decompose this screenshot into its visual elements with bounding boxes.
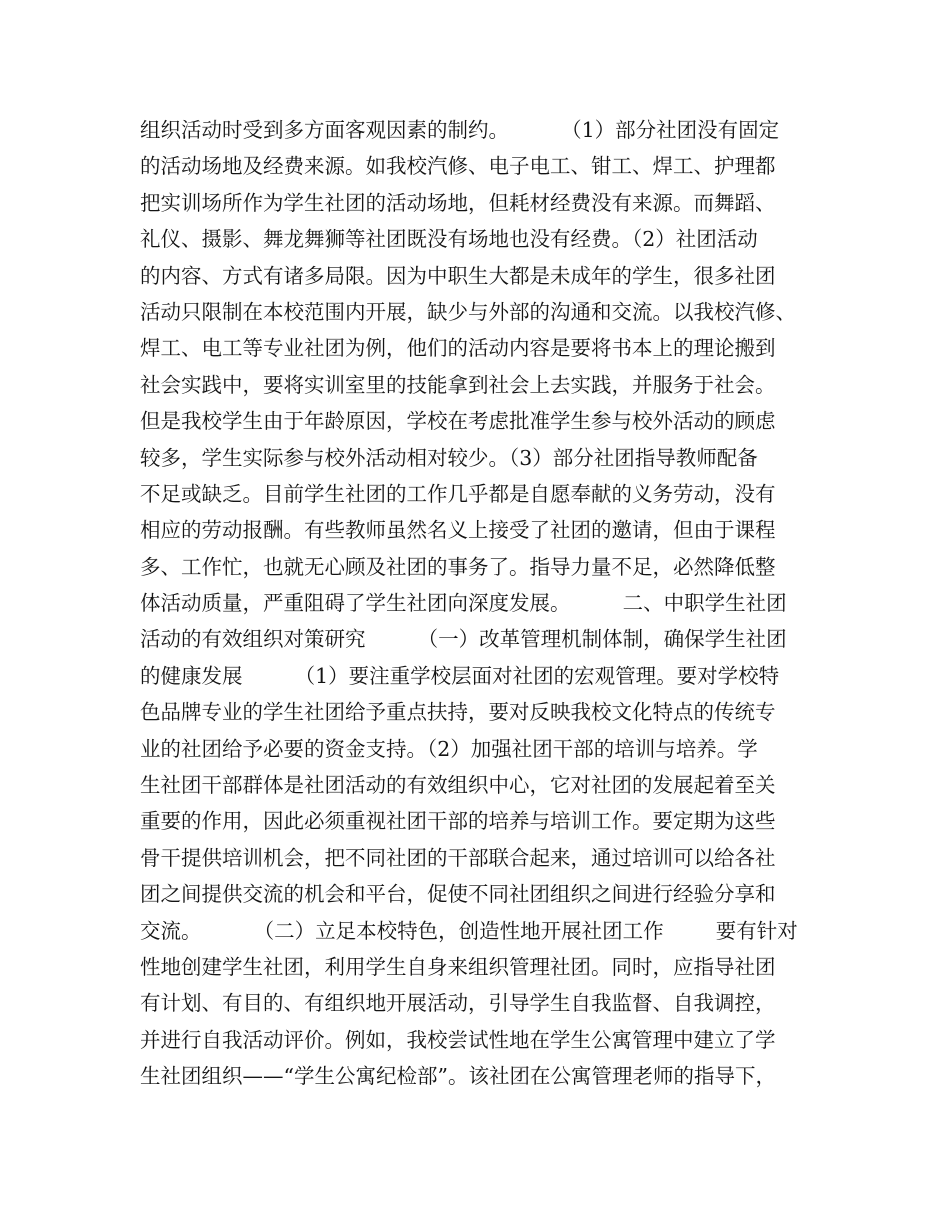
text-line: 但是我校学生由于年龄原因，学校在考虑批准学生参与校外活动的顾虑	[140, 409, 776, 434]
text-line: 相应的劳动报酬。有些教师虽然名义上接受了社团的邀请，但由于课程	[140, 518, 776, 543]
text-line: 活动只限制在本校范围内开展，缺少与外部的沟通和交流。以我校汽修、	[140, 299, 796, 324]
text-line: 社会实践中，要将实训室里的技能拿到社会上去实践，并服务于社会。	[140, 372, 776, 397]
text-line: 多、工作忙，也就无心顾及社团的事务了。指导力量不足，必然降低整	[140, 554, 776, 579]
text-line: 的活动场地及经费来源。如我校汽修、电子电工、钳工、焊工、护理都	[140, 154, 776, 179]
text-line: 生社团组织——“学生公寓纪检部”。该社团在公寓管理老师的指导下，	[140, 1064, 776, 1089]
text-line: 组织活动时受到多方面客观因素的制约。 （1）部分社团没有固定	[140, 118, 780, 142]
text-line: 重要的作用，因此必须重视社团干部的培养与培训工作。要定期为这些	[140, 809, 776, 834]
text-line: 业的社团给予必要的资金支持。（2）加强社团干部的培训与培养。学	[140, 736, 758, 761]
text-line: 并进行自我活动评价。例如，我校尝试性地在学生公寓管理中建立了学	[140, 1027, 776, 1052]
text-line: 较多，学生实际参与校外活动相对较少。（3）部分社团指导教师配备	[140, 445, 758, 470]
text-line: 不足或缺乏。目前学生社团的工作几乎都是自愿奉献的义务劳动，没有	[140, 481, 776, 506]
text-line: 交流。 （二）立足本校特色，创造性地开展社团工作 要有针对	[140, 918, 798, 943]
text-line: 骨干提供培训机会，把不同社团的干部联合起来，通过培训可以给各社	[140, 845, 776, 870]
text-line: 的内容、方式有诸多局限。因为中职生大都是未成年的学生，很多社团	[140, 263, 776, 288]
text-line: 焊工、电工等专业社团为例，他们的活动内容是要将书本上的理论搬到	[140, 336, 776, 361]
text-line: 生社团干部群体是社团活动的有效组织中心，它对社团的发展起着至关	[140, 773, 776, 798]
text-line: 礼仪、摄影、舞龙舞狮等社团既没有场地也没有经费。（2）社团活动	[140, 227, 758, 252]
text-line: 体活动质量，严重阻碍了学生社团向深度发展。 二、中职学生社团	[140, 591, 787, 616]
text-line: 把实训场所作为学生社团的活动场地，但耗材经费没有来源。而舞蹈、	[140, 190, 776, 215]
text-line: 性地创建学生社团，利用学生自身来组织管理社团。同时，应指导社团	[140, 954, 776, 979]
text-line: 有计划、有目的、有组织地开展活动，引导学生自我监督、自我调控，	[140, 991, 776, 1016]
body-text	[140, 112, 830, 1095]
text-line: 色品牌专业的学生社团给予重点扶持，要对反映我校文化特点的传统专	[140, 700, 776, 725]
text-line: 团之间提供交流的机会和平台，促使不同社团组织之间进行经验分享和	[140, 882, 776, 907]
text-line: 活动的有效组织对策研究 （一）改革管理机制体制，确保学生社团	[140, 627, 787, 652]
text-line: 的健康发展 （1）要注重学校层面对社团的宏观管理。要对学校特	[140, 663, 780, 688]
